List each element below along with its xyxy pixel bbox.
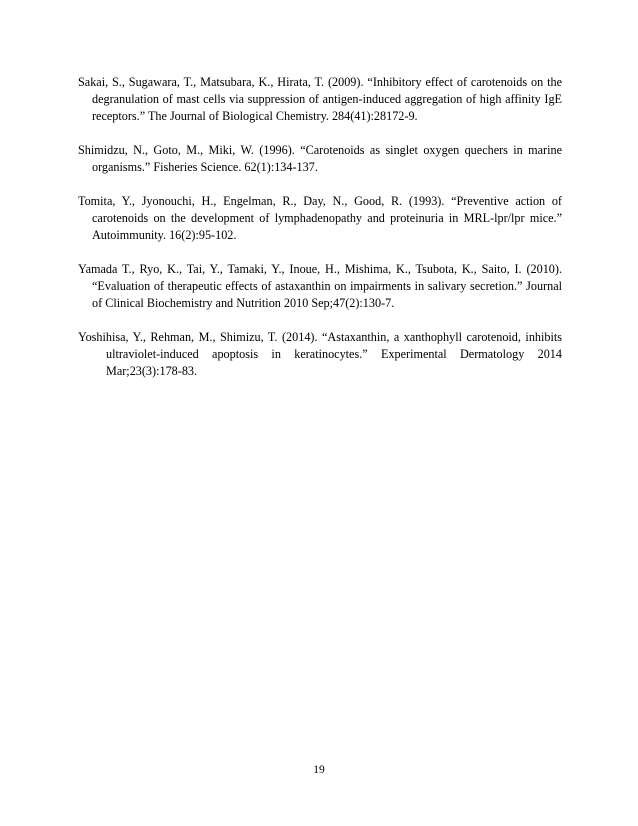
page-number: 19 [313,764,325,776]
reference-entry: Yamada T., Ryo, K., Tai, Y., Tamaki, Y., Inoue, H., Mishima, K., Tsubota, K., Saito, I. (2010). “Evaluation of therapeutic effects of astaxanthin on impairments in salivary secretion.” Journal of Clinical Biochemistry and Nutrition 2010 Sep;47(2):130-7. [78,262,562,310]
reference-list [78,74,562,397]
reference-entry: Yoshihisa, Y., Rehman, M., Shimizu, T. (2014). “Astaxanthin, a xanthophyll carotenoid, inhibits ultraviolet-induced apoptosis in keratinocytes.” Experimental Dermatology 2014 Mar;23(3):178-83. [78,330,562,378]
reference-entry: Shimidzu, N., Goto, M., Miki, W. (1996). “Carotenoids as singlet oxygen quechers in marine organisms.” Fisheries Science. 62(1):134-137. [78,143,562,174]
reference-entry: Tomita, Y., Jyonouchi, H., Engelman, R., Day, N., Good, R. (1993). “Preventive action of carotenoids on the development of lymphadenopathy and proteinuria in MRL-lpr/lpr mice.” Autoimmunity. 16(2):95-102. [78,194,562,242]
reference-entry: Sakai, S., Sugawara, T., Matsubara, K., Hirata, T. (2009). “Inhibitory effect of carotenoids on the degranulation of mast cells via suppression of antigen-induced aggregation of high affinity IgE receptors.” The Journal of Biological Chemistry. 284(41):28172-9. [78,75,562,123]
